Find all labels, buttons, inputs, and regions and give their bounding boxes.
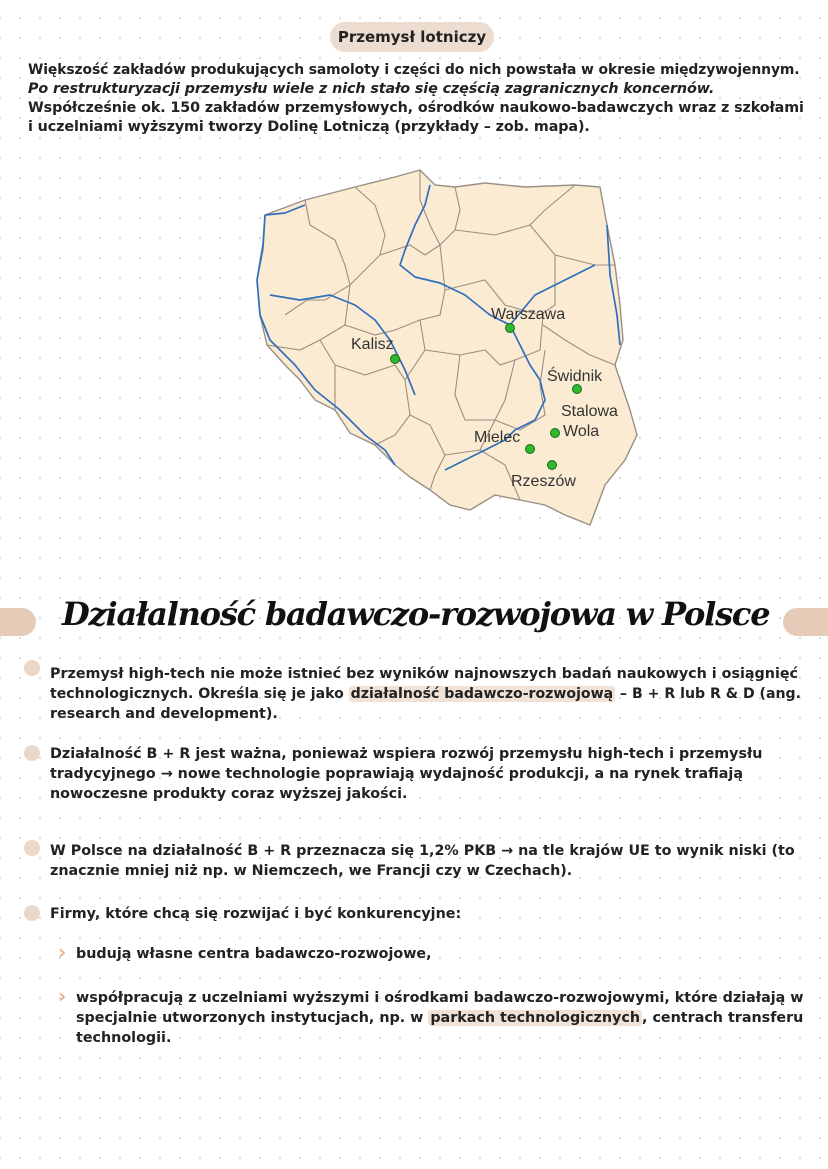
bullet-1-line-3: research and development). — [50, 706, 278, 722]
sub-bullet-2-text — [76, 988, 811, 1048]
highlight-br: działalność badawczo-rozwojową — [350, 686, 614, 702]
heading-accent-right — [783, 608, 828, 636]
intro-line-2: Po restrukturyzacji przemysłu wiele z nich stało się częścią zagranicznych koncernów. — [28, 81, 715, 97]
topic-title: Przemysł lotniczy — [337, 28, 487, 46]
bullet-dot-4 — [24, 905, 40, 921]
sub-bullet-1-line-1: budują własne centra badawczo-rozwojowe, — [76, 946, 432, 962]
section-heading: Działalność badawczo-rozwojowa w Polsce — [62, 595, 770, 633]
heading-accent-left — [0, 608, 36, 636]
bullet-4-line-1: Firmy, które chcą się rozwijać i być konkurencyjne: — [50, 906, 462, 922]
sub-bullet-1-text — [76, 944, 828, 964]
poland-map — [245, 165, 645, 535]
bullet-4-text — [50, 904, 810, 924]
city-dot-rzeszow — [548, 461, 557, 470]
bullet-dot-3 — [24, 840, 40, 856]
city-label-swidnik: Świdnik — [547, 368, 603, 385]
intro-line-3: Współcześnie ok. 150 zakładów przemysłowych, ośrodków naukowo-badawczych wraz z szkołami — [28, 100, 804, 116]
bullet-2-text — [50, 744, 810, 804]
city-label-wola: Wola — [563, 423, 600, 440]
city-dot-swidnik — [573, 385, 582, 394]
highlight-technology-parks: parkach technologicznych — [430, 1010, 641, 1026]
chevron-right-icon: › — [58, 984, 67, 1008]
city-label-warszawa: Warszawa — [491, 306, 566, 323]
sub-bullet-2-line-3: technologii. — [76, 1030, 172, 1046]
poland-outline — [257, 170, 637, 525]
bullet-dot-1 — [24, 660, 40, 676]
bullet-1-line-2: technologicznych. Określa się je jako działalność badawczo-rozwojową – B + R lub R & D (ang. — [50, 686, 801, 702]
sub-bullet-2-line-1: współpracują z uczelniami wyższymi i ośrodkami badawczo-rozwojowymi, które działają w — [76, 990, 804, 1006]
city-label-rzeszow: Rzeszów — [511, 473, 576, 490]
city-label-kalisz: Kalisz — [351, 336, 394, 353]
city-dot-mielec — [526, 445, 535, 454]
bullet-3-text — [50, 841, 810, 881]
city-dot-stalowa-wola — [551, 429, 560, 438]
chevron-right-icon: › — [58, 940, 67, 964]
city-dot-kalisz — [391, 355, 400, 364]
bullet-dot-2 — [24, 745, 40, 761]
bullet-2-line-1: Działalność B + R jest ważna, ponieważ wspiera rozwój przemysłu high-tech i przemysłu — [50, 746, 763, 762]
bullet-3-line-1: W Polsce na działalność B + R przeznacza się 1,2% PKB → na tle krajów UE to wynik niski (to — [50, 843, 795, 859]
city-label-mielec: Mielec — [474, 429, 521, 446]
city-dot-warszawa — [506, 324, 515, 333]
bullet-1-line-1: Przemysł high-tech nie może istnieć bez wyników najnowszych badań naukowych i osiągnięć — [50, 666, 799, 682]
sub-bullet-2-line-2: specjalnie utworzonych instytucjach, np. w parkach technologicznych , centrach transferu — [76, 1010, 804, 1026]
city-label-stalowa: Stalowa — [561, 403, 618, 420]
bullet-3-line-2: znacznie mniej niż np. w Niemczech, we Francji czy w Czechach). — [50, 863, 573, 879]
topic-title-pill — [330, 22, 494, 52]
bullet-2-line-3: nowoczesne produkty coraz wyższej jakości. — [50, 786, 408, 802]
intro-paragraph — [28, 61, 808, 137]
bullet-2-line-2: tradycyjnego → nowe technologie poprawiają wydajność produkcji, a na rynek trafiają — [50, 766, 743, 782]
intro-line-4: i uczelniami wyższymi tworzy Dolinę Lotniczą (przykłady – zob. mapa). — [28, 119, 590, 135]
intro-line-1: Większość zakładów produkujących samoloty i części do nich powstała w okresie międzywojennym. — [28, 62, 800, 78]
bullet-1-text — [50, 664, 810, 724]
